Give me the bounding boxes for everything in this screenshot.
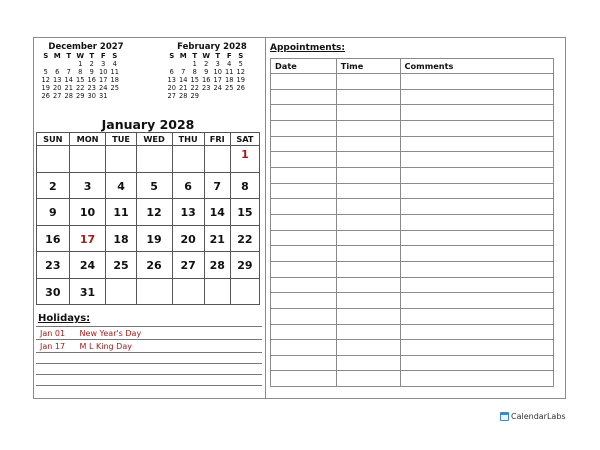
day-cell: 20 — [53, 83, 62, 92]
appointment-cell[interactable] — [400, 105, 553, 121]
appointment-cell[interactable] — [400, 308, 553, 324]
week-row — [40, 93, 121, 101]
day-cell[interactable]: 1 — [230, 146, 259, 173]
weekday-label: W — [202, 51, 211, 60]
appointment-row[interactable] — [271, 371, 554, 387]
day-cell[interactable] — [136, 278, 172, 305]
day-cell[interactable]: 15 — [230, 199, 259, 226]
logo-text: CalendarLabs — [511, 412, 566, 421]
appointment-cell[interactable] — [400, 152, 553, 168]
appointment-cell[interactable] — [336, 105, 400, 121]
day-cell: 23 — [87, 83, 96, 92]
day-cell: 13 — [167, 75, 176, 84]
appointment-cell[interactable] — [336, 308, 400, 324]
appointment-cell[interactable] — [400, 230, 553, 246]
week-row — [37, 225, 260, 252]
day-cell: 4 — [227, 59, 232, 68]
appointment-row[interactable] — [271, 355, 554, 371]
appointment-cell[interactable] — [336, 136, 400, 152]
mini-calendar-next — [166, 44, 258, 101]
appointment-row[interactable] — [271, 74, 554, 90]
weekday-header-row — [37, 133, 260, 146]
day-cell[interactable] — [37, 146, 70, 173]
appointment-cell[interactable] — [271, 167, 337, 183]
day-cell — [109, 93, 121, 101]
column-header: Comments — [400, 59, 553, 74]
day-cell[interactable] — [172, 146, 204, 173]
holiday-line — [36, 363, 262, 364]
day-cell[interactable] — [106, 146, 136, 173]
day-cell[interactable]: 10 — [69, 199, 106, 226]
appointment-cell[interactable] — [271, 324, 337, 340]
month-title: January 2028 — [101, 117, 195, 132]
holiday-line — [36, 326, 262, 327]
weekday-label: S — [112, 51, 118, 60]
weekday-header: MON — [69, 133, 106, 146]
day-cell: 15 — [190, 75, 199, 84]
appointment-cell[interactable] — [271, 183, 337, 199]
day-cell[interactable] — [204, 278, 230, 305]
appointment-row[interactable] — [271, 246, 554, 262]
appointment-cell[interactable] — [271, 74, 337, 90]
weekday-label: S — [169, 51, 175, 60]
day-cell: 14 — [179, 75, 188, 84]
appointments-header-row — [271, 59, 554, 74]
day-cell — [235, 93, 247, 101]
appointment-cell[interactable] — [400, 120, 553, 136]
appointment-cell[interactable] — [336, 89, 400, 105]
day-cell[interactable]: 24 — [69, 252, 106, 279]
weekday-label: S — [43, 51, 49, 60]
day-cell: 29 — [190, 91, 199, 100]
appointment-cell[interactable] — [400, 246, 553, 262]
day-cell[interactable]: 18 — [106, 225, 136, 252]
appointment-cell[interactable] — [336, 293, 400, 309]
appointment-cell[interactable] — [336, 167, 400, 183]
day-cell[interactable]: 6 — [172, 172, 204, 199]
holiday-line — [36, 352, 262, 353]
day-cell: 26 — [41, 91, 50, 100]
day-cell: 2 — [89, 59, 94, 68]
day-cell[interactable]: 2 — [37, 172, 70, 199]
day-cell: 11 — [110, 67, 119, 76]
day-cell[interactable] — [172, 278, 204, 305]
day-cell: 7 — [66, 67, 71, 76]
weekday-label: T — [89, 51, 95, 60]
week-row — [37, 252, 260, 279]
day-cell: 15 — [76, 75, 85, 84]
day-cell[interactable]: 16 — [37, 225, 70, 252]
appointment-cell[interactable] — [271, 120, 337, 136]
day-cell: 7 — [181, 67, 186, 76]
day-cell: 22 — [76, 83, 85, 92]
week-row — [37, 278, 260, 305]
appointment-cell[interactable] — [271, 136, 337, 152]
day-cell[interactable]: 19 — [136, 225, 172, 252]
day-cell: 16 — [87, 75, 96, 84]
day-cell: 6 — [55, 67, 60, 76]
weekday-label: T — [66, 51, 72, 60]
appointments-title: Appointments: — [270, 43, 345, 53]
appointment-cell[interactable] — [400, 324, 553, 340]
appointment-cell[interactable] — [336, 324, 400, 340]
weekday-header: FRI — [204, 133, 230, 146]
appointment-cell[interactable] — [336, 74, 400, 90]
day-cell: 13 — [53, 75, 62, 84]
day-cell: 16 — [202, 75, 211, 84]
day-cell: 27 — [167, 91, 176, 100]
weekday-header: TUE — [106, 133, 136, 146]
day-cell: 1 — [78, 59, 83, 68]
appointment-cell[interactable] — [271, 246, 337, 262]
day-cell: 17 — [213, 75, 222, 84]
day-cell: 25 — [225, 83, 234, 92]
day-cell: 27 — [53, 91, 62, 100]
appointment-cell[interactable] — [336, 261, 400, 277]
weekday-label: F — [100, 51, 106, 60]
day-cell: 18 — [110, 75, 119, 84]
day-cell: 26 — [236, 83, 245, 92]
column-header: Date — [271, 59, 337, 74]
appointment-row[interactable] — [271, 167, 554, 183]
weekday-label: M — [53, 51, 61, 60]
appointment-cell[interactable] — [336, 214, 400, 230]
appointment-cell[interactable] — [271, 261, 337, 277]
appointment-cell[interactable] — [271, 293, 337, 309]
appointment-row[interactable] — [271, 230, 554, 246]
appointment-row[interactable] — [271, 214, 554, 230]
day-cell[interactable]: 9 — [37, 199, 70, 226]
appointment-cell[interactable] — [400, 340, 553, 356]
day-cell[interactable]: 31 — [69, 278, 106, 305]
appointment-cell[interactable] — [336, 183, 400, 199]
mini-calendar-title: December 2027 — [48, 42, 124, 52]
appointment-row[interactable] — [271, 308, 554, 324]
day-cell[interactable]: 29 — [230, 252, 259, 279]
holiday-name: M L King Day — [79, 342, 132, 351]
day-cell: 24 — [213, 83, 222, 92]
holiday-line — [36, 374, 262, 375]
appointment-row[interactable] — [271, 152, 554, 168]
appointment-row[interactable] — [271, 120, 554, 136]
day-cell: 3 — [101, 59, 106, 68]
appointment-cell[interactable] — [400, 199, 553, 215]
day-cell: 25 — [110, 83, 119, 92]
week-row — [166, 93, 247, 101]
day-cell: 18 — [225, 75, 234, 84]
day-cell — [224, 93, 236, 101]
mini-calendar-previous — [40, 44, 132, 101]
day-cell: 19 — [41, 83, 50, 92]
holiday-item — [40, 329, 141, 338]
appointment-row[interactable] — [271, 261, 554, 277]
appointment-cell[interactable] — [336, 371, 400, 387]
day-cell: 28 — [179, 91, 188, 100]
weekday-header: THU — [172, 133, 204, 146]
day-cell: 9 — [204, 67, 209, 76]
day-cell: 29 — [76, 91, 85, 100]
appointment-row[interactable] — [271, 136, 554, 152]
day-cell: 23 — [202, 83, 211, 92]
calendarlabs-logo — [500, 412, 566, 421]
mini-calendar-title: February 2028 — [177, 42, 247, 52]
weekday-label: F — [226, 51, 232, 60]
day-cell: 10 — [213, 67, 222, 76]
day-cell: 12 — [236, 67, 245, 76]
day-cell: 10 — [99, 67, 108, 76]
week-row — [37, 146, 260, 173]
holiday-line — [36, 339, 262, 340]
day-cell: 11 — [225, 67, 234, 76]
appointment-cell[interactable] — [271, 371, 337, 387]
day-cell: 19 — [236, 75, 245, 84]
appointment-cell[interactable] — [271, 214, 337, 230]
calendar-icon — [500, 412, 509, 421]
appointment-row[interactable] — [271, 105, 554, 121]
appointment-cell[interactable] — [271, 199, 337, 215]
appointment-row[interactable] — [271, 277, 554, 293]
day-cell: 21 — [64, 83, 73, 92]
week-row — [37, 199, 260, 226]
appointment-cell[interactable] — [336, 355, 400, 371]
day-cell[interactable]: 22 — [230, 225, 259, 252]
day-cell[interactable]: 30 — [37, 278, 70, 305]
day-cell: 5 — [238, 59, 243, 68]
appointment-cell[interactable] — [271, 277, 337, 293]
appointment-cell[interactable] — [271, 308, 337, 324]
day-cell: 24 — [99, 83, 108, 92]
holidays-title: Holidays: — [38, 313, 91, 324]
day-cell[interactable]: 8 — [230, 172, 259, 199]
day-cell: 17 — [99, 75, 108, 84]
appointment-cell[interactable] — [271, 340, 337, 356]
appointment-cell[interactable] — [271, 230, 337, 246]
appointment-cell[interactable] — [336, 246, 400, 262]
day-cell: 6 — [169, 67, 174, 76]
day-cell[interactable]: 14 — [204, 199, 230, 226]
day-cell[interactable]: 28 — [204, 252, 230, 279]
weekday-label: W — [76, 51, 85, 60]
day-cell — [201, 93, 213, 101]
day-cell[interactable]: 3 — [69, 172, 106, 199]
appointment-row[interactable] — [271, 183, 554, 199]
weekday-label: T — [192, 51, 198, 60]
day-cell[interactable]: 13 — [172, 199, 204, 226]
column-header: Time — [336, 59, 400, 74]
day-cell: 28 — [64, 91, 73, 100]
appointment-cell[interactable] — [336, 277, 400, 293]
appointment-row[interactable] — [271, 199, 554, 215]
day-cell[interactable]: 11 — [106, 199, 136, 226]
appointment-cell[interactable] — [336, 120, 400, 136]
weekday-header: SUN — [37, 133, 70, 146]
appointment-cell[interactable] — [400, 277, 553, 293]
weekday-label: S — [238, 51, 244, 60]
holiday-name: New Year's Day — [79, 329, 142, 338]
appointment-cell[interactable] — [400, 355, 553, 371]
appointment-cell[interactable] — [400, 371, 553, 387]
appointment-cell[interactable] — [271, 152, 337, 168]
appointment-cell[interactable] — [336, 152, 400, 168]
day-cell[interactable]: 20 — [172, 225, 204, 252]
holiday-date: Jan 17 — [40, 342, 66, 351]
appointment-cell[interactable] — [271, 89, 337, 105]
appointment-cell[interactable] — [400, 214, 553, 230]
weekday-header: SAT — [230, 133, 259, 146]
day-cell[interactable]: 25 — [106, 252, 136, 279]
day-cell: 12 — [41, 75, 50, 84]
day-cell: 3 — [215, 59, 220, 68]
holiday-date: Jan 01 — [40, 329, 66, 338]
day-cell[interactable] — [230, 278, 259, 305]
page-divider — [265, 37, 266, 399]
holiday-item — [40, 342, 132, 351]
day-cell[interactable]: 5 — [136, 172, 172, 199]
weekday-label: M — [179, 51, 187, 60]
day-cell: 21 — [179, 83, 188, 92]
appointment-cell[interactable] — [400, 89, 553, 105]
day-cell: 5 — [43, 67, 48, 76]
day-cell: 4 — [112, 59, 117, 68]
day-cell: 8 — [78, 67, 83, 76]
day-cell[interactable]: 17 — [69, 225, 106, 252]
day-cell: 2 — [204, 59, 209, 68]
day-cell[interactable] — [106, 278, 136, 305]
mini-calendar-grid — [40, 53, 121, 101]
day-cell: 14 — [64, 75, 73, 84]
appointment-row[interactable] — [271, 340, 554, 356]
appointment-row[interactable] — [271, 293, 554, 309]
day-cell[interactable]: 21 — [204, 225, 230, 252]
day-cell[interactable] — [204, 146, 230, 173]
appointment-cell[interactable] — [271, 105, 337, 121]
day-cell: 9 — [89, 67, 94, 76]
day-cell[interactable]: 27 — [172, 252, 204, 279]
day-cell: 31 — [99, 91, 108, 100]
day-cell[interactable]: 12 — [136, 199, 172, 226]
appointment-cell[interactable] — [400, 167, 553, 183]
week-row — [37, 172, 260, 199]
appointment-cell[interactable] — [400, 74, 553, 90]
mini-calendar-grid — [166, 53, 247, 101]
day-cell — [212, 93, 224, 101]
holiday-line — [36, 385, 262, 386]
month-grid — [36, 132, 260, 305]
appointment-cell[interactable] — [336, 230, 400, 246]
day-cell[interactable] — [136, 146, 172, 173]
appointment-cell[interactable] — [400, 261, 553, 277]
day-cell[interactable] — [69, 146, 106, 173]
weekday-header: WED — [136, 133, 172, 146]
appointment-cell[interactable] — [336, 340, 400, 356]
day-cell: 8 — [192, 67, 197, 76]
weekday-label: T — [215, 51, 221, 60]
appointment-cell[interactable] — [400, 136, 553, 152]
day-cell: 30 — [87, 91, 96, 100]
appointment-row[interactable] — [271, 89, 554, 105]
appointment-row[interactable] — [271, 324, 554, 340]
appointment-cell[interactable] — [400, 293, 553, 309]
day-cell[interactable]: 26 — [136, 252, 172, 279]
day-cell: 20 — [167, 83, 176, 92]
appointment-cell[interactable] — [271, 355, 337, 371]
day-cell[interactable]: 23 — [37, 252, 70, 279]
day-cell[interactable]: 4 — [106, 172, 136, 199]
day-cell: 22 — [190, 83, 199, 92]
appointment-cell[interactable] — [400, 183, 553, 199]
day-cell: 1 — [192, 59, 197, 68]
appointments-table — [270, 58, 554, 387]
appointment-cell[interactable] — [336, 199, 400, 215]
day-cell[interactable]: 7 — [204, 172, 230, 199]
